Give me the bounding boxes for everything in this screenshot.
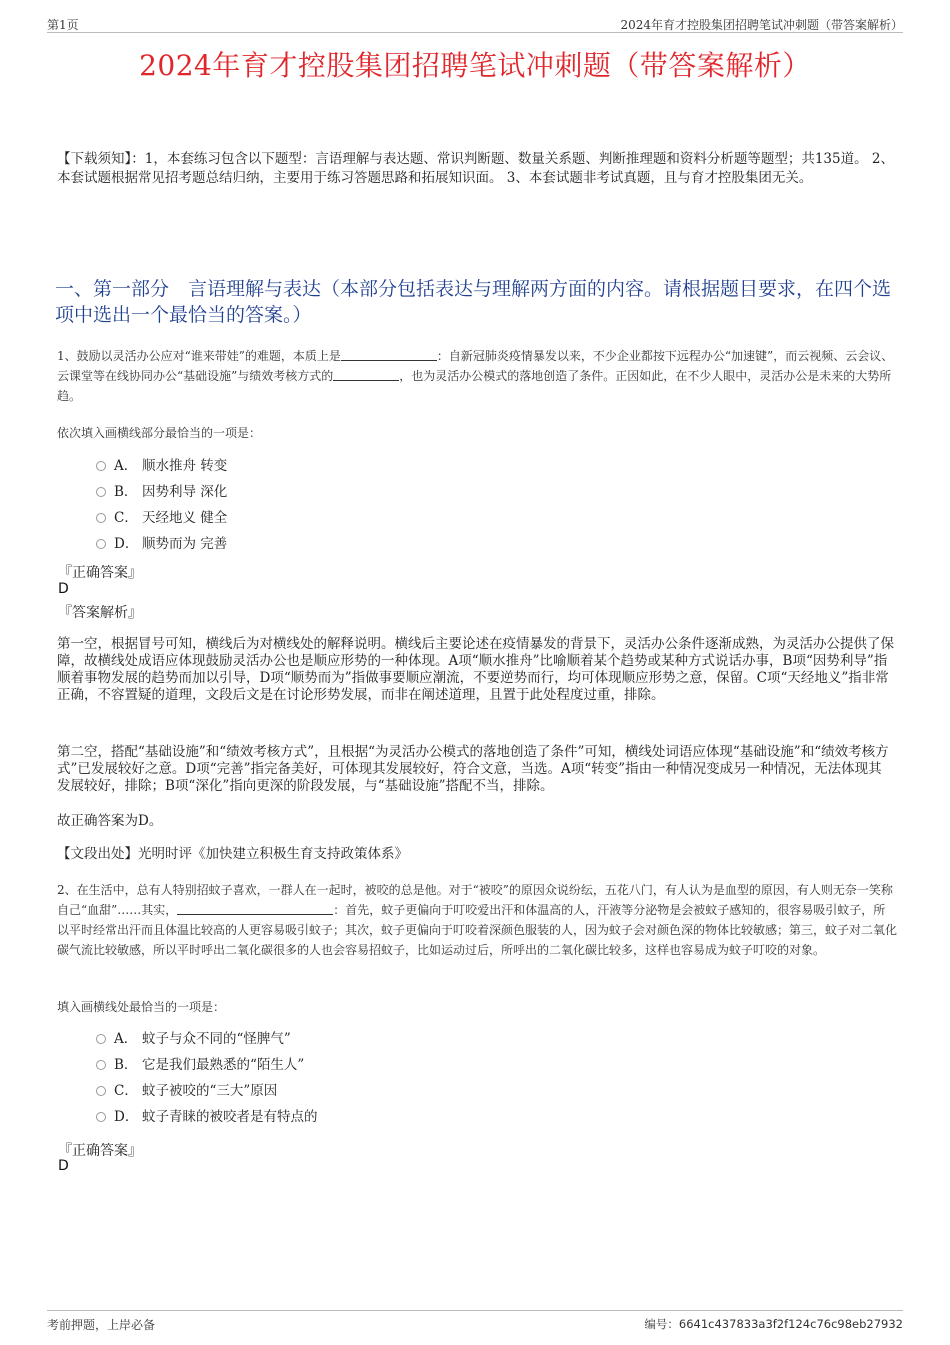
question-2-answer-label: 『正确答案』 <box>58 1143 142 1159</box>
question-2-text-b: ：首先，蚊子更偏向于叮咬爱出汗和体温高的人，汗液等分泌物是会被蚊子感知的，很容易吸引蚊子，所以平时经常出汗而且体温比较高的人更容易吸引蚊子；其次，蚊子更偏向于叮咬着深颜色服装的人，因为蚊子会对颜色深的物体比较敏感；第三，蚊子对二氧化碳气流比较敏感，所以平时呼出二氧化碳很多的人也会容易招蚊子，比如运动过后，所呼出的二氧化碳比较多，这样也容易成为蚊子叮咬的对象。 <box>57 903 898 957</box>
question-1-option-d[interactable]: D． 顺势而为 完善 <box>96 531 227 557</box>
question-1-prompt: 依次填入画横线部分最恰当的一项是： <box>57 426 262 440</box>
question-1-option-c[interactable]: C． 天经地义 健全 <box>96 505 227 531</box>
question-1-text-c: ，也为灵活办公模式的落地创造了条件。正因如此，在不少人眼中，灵活办公是未来的大势所趋。 <box>57 369 892 403</box>
question-1-blank-1 <box>341 348 437 361</box>
question-1-answer-label: 『正确答案』 <box>58 565 142 581</box>
question-2-prompt: 填入画横线处最恰当的一项是： <box>57 1000 226 1014</box>
footer-code-label: 编号： <box>644 1317 679 1331</box>
question-1-option-b[interactable]: B． 因势利导 深化 <box>96 479 227 505</box>
radio-icon[interactable] <box>96 487 106 497</box>
question-1-text-b: ：自新冠肺炎疫情暴发以来，不少企业都按下远程办公“加速键”，而云视频、云会议、云课堂等在线协同办公“基础设施”与绩效考核方式的 <box>57 349 894 383</box>
question-1-options <box>96 453 227 557</box>
question-1-stem <box>57 346 897 406</box>
question-2-option-c[interactable]: C． 蚊子被咬的“三大”原因 <box>96 1078 318 1104</box>
footer-code-value: 6641c437833a3f2f124c76c98eb27932 <box>678 1317 903 1331</box>
question-2-answer: D <box>58 1158 69 1174</box>
page-header <box>47 14 903 33</box>
header-doc-title: 2024年育才控股集团招聘笔试冲刺题（带答案解析） <box>620 18 903 32</box>
footer-code <box>644 1316 903 1332</box>
question-2-option-b[interactable]: B． 它是我们最熟悉的“陌生人” <box>96 1052 318 1078</box>
radio-icon[interactable] <box>96 1060 106 1070</box>
document-title: 2024年育才控股集团招聘笔试冲刺题（带答案解析） <box>139 49 811 82</box>
footer-slogan: 考前押题，上岸必备 <box>47 1318 156 1332</box>
download-notice: 【下载须知】：1，本套练习包含以下题型：言语理解与表达题、常识判断题、数量关系题、判断推理题和资料分析题等题型；共135道。 2、本套试题根据常见招考题总结归纳，主要用于练习答题思路和拓展知识面。 3、本套试题非考试真题，且与育才控股集团无关。 <box>57 151 894 186</box>
question-1-text-a: 1、鼓励以灵活办公应对“谁来带娃”的难题，本质上是 <box>57 349 341 363</box>
radio-icon[interactable] <box>96 539 106 549</box>
question-2-text-a: 2、在生活中，总有人特别招蚊子喜欢，一群人在一起时，被咬的总是他。对于“被咬”的原因众说纷纭，五花八门，有人认为是血型的原因，有人则无奈一笑称自己“血甜”……其实， <box>57 883 893 917</box>
radio-icon[interactable] <box>96 1034 106 1044</box>
question-1-answer: D <box>58 581 69 597</box>
question-1-conclusion: 故正确答案为D。 <box>57 813 163 829</box>
question-2-stem <box>57 880 897 960</box>
question-2-option-a[interactable]: A． 蚊子与众不同的“怪脾气” <box>96 1026 318 1052</box>
question-1-analysis-label: 『答案解析』 <box>58 605 142 621</box>
question-1-blank-2 <box>333 368 399 381</box>
page-footer <box>47 1310 903 1331</box>
question-2-options <box>96 1026 318 1130</box>
question-1-option-a[interactable]: A． 顺水推舟 转变 <box>96 453 227 479</box>
question-2-blank <box>177 902 333 915</box>
question-1-source: 【文段出处】光明时评《加快建立积极生育支持政策体系》 <box>57 846 408 862</box>
section-heading: 一、第一部分 言语理解与表达（本部分包括表达与理解两方面的内容。请根据题目要求，在四个选项中选出一个最恰当的答案。） <box>55 278 892 326</box>
radio-icon[interactable] <box>96 513 106 523</box>
question-1-analysis-2: 第二空，搭配“基础设施”和“绩效考核方式”，且根据“为灵活办公模式的落地创造了条件”可知，横线处词语应体现“基础设施”和“绩效考核方式”已发展较好之意。D项“完善”指完备美好，可体现其发展较好，符合文意，当选。A项“转变”指由一种情况变成另一种情况，无法体现其发展较好，排除；B项“深化”指向更深的阶段发展，与“基础设施”搭配不当，排除。 <box>57 744 889 794</box>
radio-icon[interactable] <box>96 461 106 471</box>
radio-icon[interactable] <box>96 1112 106 1122</box>
page-number: 第1页 <box>47 18 79 32</box>
radio-icon[interactable] <box>96 1086 106 1096</box>
question-1-analysis-1: 第一空，根据冒号可知，横线后为对横线处的解释说明。横线后主要论述在疫情暴发的背景下，灵活办公条件逐渐成熟，为灵活办公提供了保障，故横线处成语应体现鼓励灵活办公也是顺应形势的一种体现。A项“顺水推舟”比喻顺着某个趋势或某种方式说话办事，B项“因势利导”指顺着事物发展的趋势而加以引导，D项“顺势而为”指做事要顺应潮流，不要逆势而行，均可体现顺应形势之意，保留。C项“天经地义”指非常正确，不容置疑的道理，文段后文是在讨论形势发展，而非在阐述道理，且置于此处程度过重，排除。 <box>57 636 894 703</box>
question-2-option-d[interactable]: D． 蚊子青睐的被咬者是有特点的 <box>96 1104 318 1130</box>
